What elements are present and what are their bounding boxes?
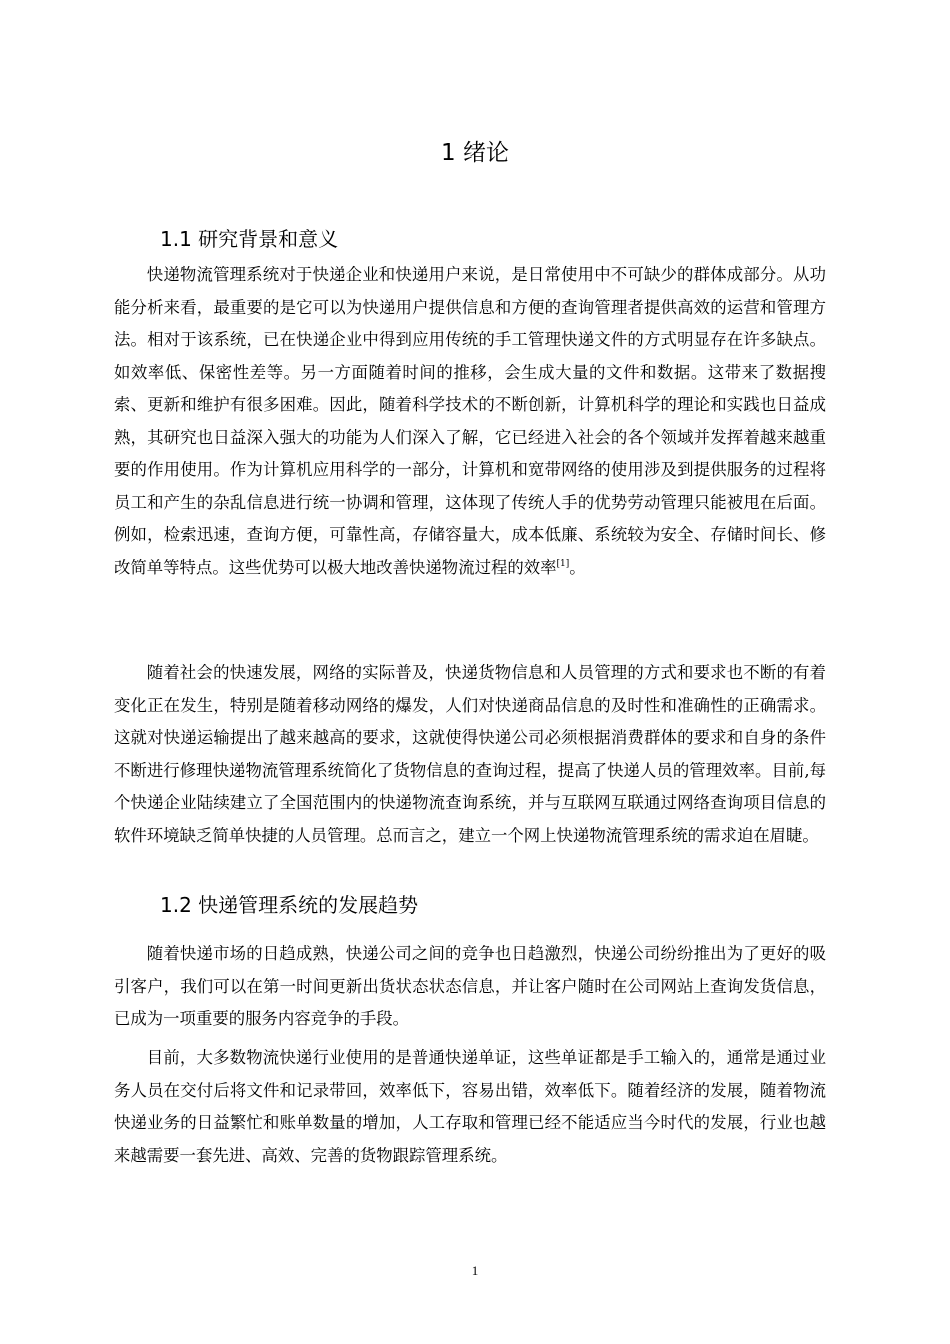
section-title-1-1: 1.1 研究背景和意义 (160, 227, 339, 251)
citation-reference: [1] (556, 558, 570, 569)
page-number: 1 (471, 1263, 479, 1278)
body-paragraph: 随着社会的快速发展，网络的实际普及，快递货物信息和人员管理的方式和要求也不断的有着变化正在发生，特别是随着移动网络的爆发，人们对快递商品信息的及时性和准确性的正确需求。这就对快递运输提出了越来越高的要求，这就使得快递公司必须根据消费群体的要求和自身的条件不断进行修理快递物流管理系统简化了货物信息的查询过程，提高了快递人员的管理效率。目前,每个快递企业陆续建立了全国范围内的快递物流查询系统，并与互联网互联通过网络查询项目信息的软件环境缺乏简单快捷的人员管理。总而言之，建立一个网上快递物流管理系统的需求迫在眉睫。 (114, 663, 826, 845)
body-paragraph: 目前，大多数物流快递行业使用的是普通快递单证，这些单证都是手工输入的，通常是通过业务人员在交付后将文件和记录带回，效率低下，容易出错，效率低下。随着经济的发展，随着物流快递业务的日益繁忙和账单数量的增加，人工存取和管理已经不能适应当今时代的发展，行业也越来越需要一套先进、高效、完善的货物跟踪管理系统。 (114, 1048, 826, 1165)
chapter-title: 1 绪论 (441, 140, 509, 166)
body-paragraph (114, 259, 826, 584)
section-title-1-2: 1.2 快递管理系统的发展趋势 (160, 893, 419, 917)
body-paragraph: 随着快递市场的日趋成熟，快递公司之间的竞争也日趋激烈，快递公司纷纷推出为了更好的吸引客户，我们可以在第一时间更新出货状态状态信息，并让客户随时在公司网站上查询发货信息，已成为一项重要的服务内容竞争的手段。 (114, 944, 826, 1028)
paragraph-text: 快递物流管理系统对于快递企业和快递用户来说，是日常使用中不可缺少的群体成部分。从功能分析来看，最重要的是它可以为快递用户提供信息和方便的查询管理者提供高效的运营和管理方法。相对于该系统，已在快递企业中得到应用传统的手工管理快递文件的方式明显存在许多缺点。如效率低、保密性差等。另一方面随着时间的推移，会生成大量的文件和数据。这带来了数据搜索、更新和维护有很多困难。因此，随着科学技术的不断创新，计算机科学的理论和实践也日益成熟，其研究也日益深入强大的功能为人们深入了解，它已经进入社会的各个领域并发挥着越来越重要的作用使用。作为计算机应用科学的一部分，计算机和宽带网络的使用涉及到提供服务的过程将员工和产生的杂乱信息进行统一协调和管理，这体现了传统人手的优势劳动管理只能被甩在后面。例如，检索迅速，查询方便，可靠性高，存储容量大，成本低廉、系统较为安全、存储时间长、修改简单等特点。这些优势可以极大地改善快递物流过程的效率 (114, 265, 826, 577)
paragraph-ending: 。 (569, 557, 586, 577)
